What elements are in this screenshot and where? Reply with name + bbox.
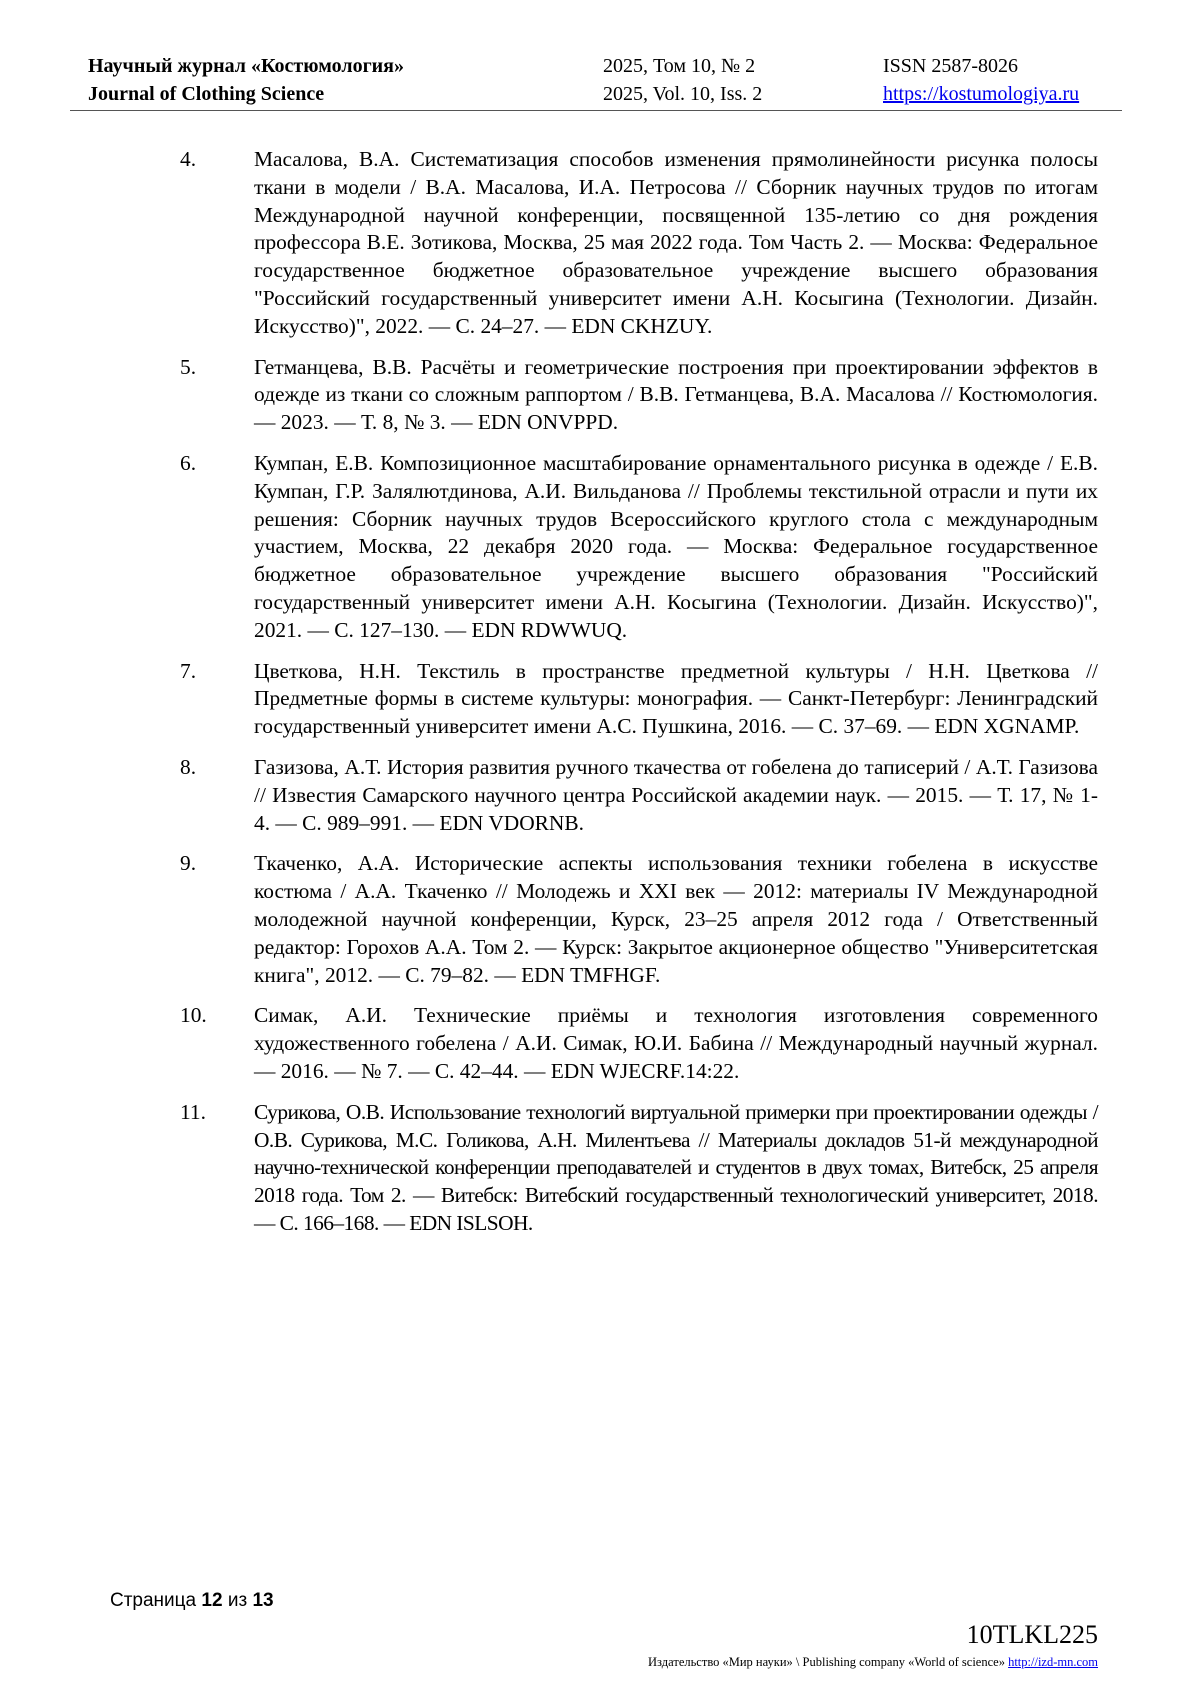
- reference-number: 11.: [180, 1099, 206, 1124]
- journal-title-en: Journal of Clothing Science: [88, 83, 325, 105]
- reference-text: Сурикова, О.В. Использование технологий виртуальной примерки при проектировании одежды / О.В. Сурикова, М.С. Голикова, А.Н. Милентьева // Материалы докладов 51-й международной научно-технической конференции преподавателей и студентов в двух томах, Витебск, 25 апреля 2018 года. Том 2. — Витебск: Витебский государственный технологический университет, 2018. — С. 166–168. — EDN ISLSOH.: [254, 1099, 1098, 1235]
- header-volume: [603, 52, 762, 108]
- reference-text: Цветкова, Н.Н. Текстиль в пространстве предметной культуры / Н.Н. Цветкова // Предметные формы в системе культуры: монография. — Санкт-Петербург: Ленинградский государственный университет имени А.С. Пушкина, 2016. — С. 37–69. — EDN XGNAMP.: [254, 658, 1098, 739]
- reference-item: [0, 1002, 1200, 1085]
- reference-item: [0, 850, 1200, 989]
- publisher-line: [648, 1654, 1098, 1670]
- reference-text: Кумпан, Е.В. Композиционное масштабирование орнаментального рисунка в одежде / Е.В. Кумпан, Г.Р. Залялютдинова, А.И. Вильданова // Проблемы текстильной отрасли и пути их решения: Сборник научных трудов Всероссийского круглого стола с международным участием, Москва, 22 декабря 2020 года. — Москва: Федеральное государственное бюджетное образовательное учреждение высшего образования "Российский государственный университет имени А.Н. Косыгина (Технологии. Дизайн. Искусство)", 2021. — С. 127–130. — EDN RDWWUQ.: [254, 450, 1098, 642]
- publisher-text: Издательство «Мир науки» \ Publishing company «World of science»: [648, 1655, 1005, 1669]
- reference-item: [0, 450, 1200, 645]
- reference-text: Симак, А.И. Технические приёмы и технология изготовления современного художественного гобелена / А.И. Симак, Ю.И. Бабина // Международный научный журнал. — 2016. — № 7. — С. 42–44. — EDN WJECRF.14:22.: [254, 1003, 1098, 1083]
- reference-list: [0, 146, 1200, 1251]
- reference-item: [0, 1099, 1200, 1238]
- page-number: [110, 1589, 274, 1613]
- page-of: из: [227, 1590, 248, 1611]
- journal-url-link[interactable]: https://kostumologiya.ru: [883, 83, 1080, 105]
- reference-text: Гетманцева, В.В. Расчёты и геометрические построения при проектировании эффектов в одежде из ткани со сложным раппортом / В.В. Гетманцева, В.А. Масалова // Костюмология. — 2023. — Т. 8, № 3. — EDN ONVPPD.: [254, 354, 1098, 435]
- reference-item: [0, 354, 1200, 437]
- reference-text: Газизова, А.Т. История развития ручного ткачества от гобелена до таписерий / А.Т. Газизова // Известия Самарского научного центра Российской академии наук. — 2015. — Т. 17, № 1-4. — С. 989–991. — EDN VDORNB.: [254, 754, 1098, 835]
- reference-number: 9.: [180, 851, 197, 876]
- header-journal-title: [88, 52, 404, 108]
- header-divider: [70, 110, 1122, 111]
- page-total: 13: [252, 1590, 274, 1611]
- article-code: 10TLKL225: [966, 1620, 1098, 1649]
- reference-number: 6.: [180, 450, 197, 475]
- header-issn-block: [883, 52, 1079, 108]
- reference-number: 7.: [180, 658, 197, 683]
- publisher-url-link[interactable]: http://izd-mn.com: [1008, 1655, 1098, 1669]
- reference-number: 8.: [180, 754, 197, 779]
- reference-number: 4.: [180, 147, 197, 171]
- volume-ru: 2025, Том 10, № 2: [603, 55, 756, 77]
- reference-item: [0, 754, 1200, 837]
- reference-text: Ткаченко, А.А. Исторические аспекты использования техники гобелена в искусстве костюма / А.А. Ткаченко // Молодежь и XXI век — 2012: материалы IV Международной молодежной научной конференции, Курск, 23–25 апреля 2012 года / Ответственный редактор: Горохов А.А. Том 2. — Курск: Закрытое акционерное общество "Университетская книга", 2012. — С. 79–82. — EDN TMFHGF.: [254, 851, 1098, 987]
- page-label: Страница: [110, 1590, 197, 1611]
- reference-number: 5.: [180, 354, 197, 379]
- page-current: 12: [201, 1590, 223, 1611]
- reference-item: [0, 658, 1200, 741]
- issn: ISSN 2587-8026: [883, 55, 1019, 77]
- journal-title-ru: Научный журнал «Костюмология»: [88, 55, 404, 77]
- reference-item: [0, 146, 1200, 341]
- volume-en: 2025, Vol. 10, Iss. 2: [603, 83, 763, 105]
- reference-text: Масалова, В.А. Систематизация способов изменения прямолинейности рисунка полосы ткани в модели / В.А. Масалова, И.А. Петросова // Сборник научных трудов по итогам Международной научной конференции, посвященной 135-летию со дня рождения профессора В.Е. Зотикова, Москва, 25 мая 2022 года. Том Часть 2. — Москва: Федеральное государственное бюджетное образовательное учреждение высшего образования "Российский государственный университет имени А.Н. Косыгина (Технологии. Дизайн. Искусство)", 2022. — С. 24–27. — EDN CKHZUY.: [254, 147, 1098, 338]
- reference-number: 10.: [180, 1003, 207, 1028]
